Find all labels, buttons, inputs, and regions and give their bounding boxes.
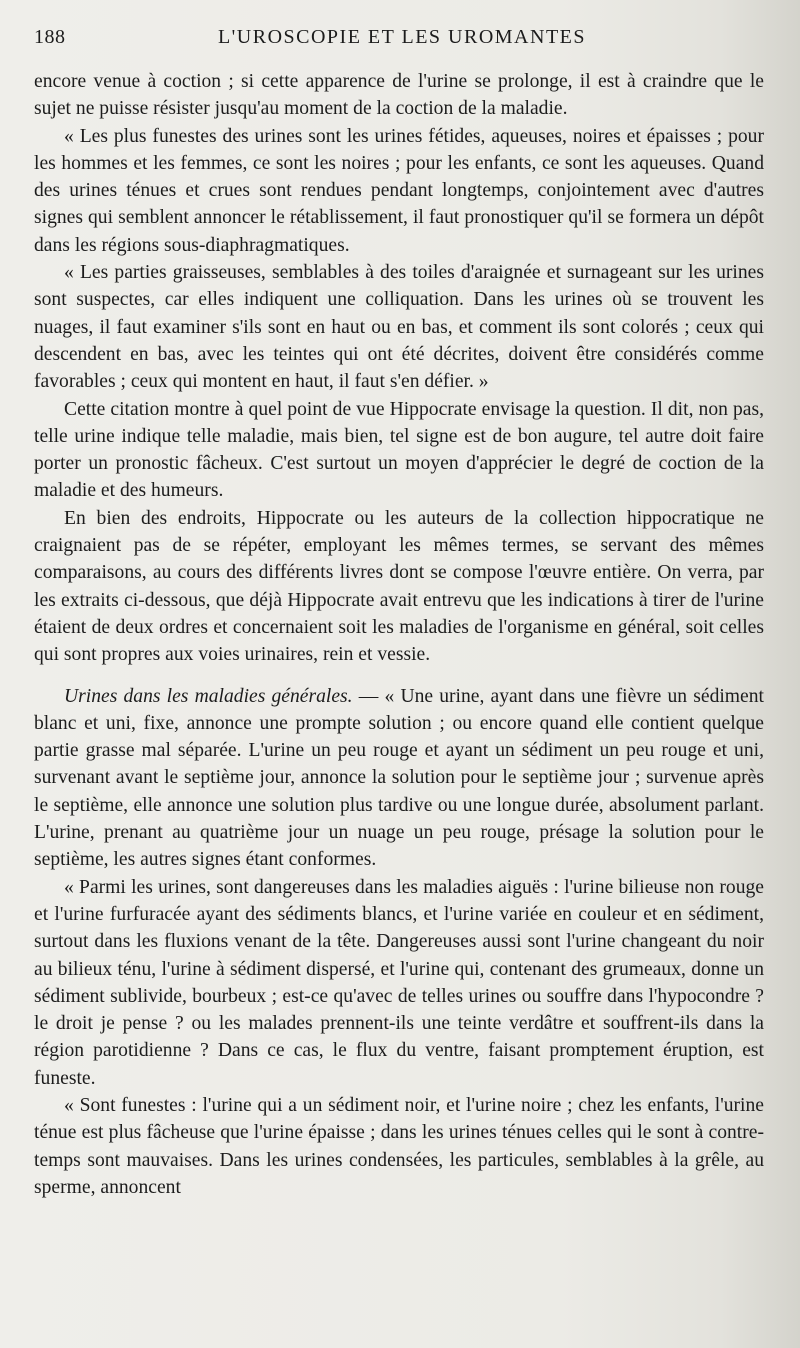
page-header bbox=[34, 26, 770, 54]
section-paragraph-3: « Sont funestes : l'urine qui a un sédiment noir, et l'urine noire ; chez les enfants, l'urine ténue est plus fâcheuse que l'urine épaisse ; dans les urines ténues celles qui le sont à contre-temps sont mauvaises. Dans les urines condensées, les particules, semblables à la grêle, au sperme, annoncent bbox=[34, 1094, 764, 1198]
body-text bbox=[34, 68, 764, 1201]
paragraph-5: En bien des endroits, Hippocrate ou les auteurs de la collection hippocratique ne craignaient pas de se répéter, employant les mêmes termes, se servant des mêmes comparaisons, au cours des différents livres dont se compose l'œuvre entière. On verra, par les extraits ci-dessous, que déjà Hippocrate avait entrevu que les indications à tirer de l'urine étaient de deux ordres et concernaient soit les maladies de l'organisme en général, soit celles qui sont propres aux voies urinaires, rein et vessie. bbox=[34, 507, 764, 666]
running-title: L'UROSCOPIE ET LES UROMANTES bbox=[217, 26, 587, 48]
section-title: Urines dans les maladies générales. bbox=[64, 685, 353, 707]
section-first-text: « Une urine, ayant dans une fièvre un sédiment blanc et uni, fixe, annonce une prompte solution ; ou encore quand elle contient quelque partie grasse mal séparée. L'urine un peu rouge et ayant un sédiment un peu rouge et uni, survenant avant le septième jour, annonce la solution pour le septième jour ; survenue après le septième, elle annonce une solution plus tardive ou une longue durée, absolument parlant. L'urine, prenant au quatrième jour un nuage un peu rouge, présage la solution pour le septième, les autres signes étant conformes. bbox=[34, 685, 764, 871]
section-spacer bbox=[34, 669, 764, 683]
paragraph-4: Cette citation montre à quel point de vue Hippocrate envisage la question. Il dit, non pas, telle urine indique telle maladie, mais bien, tel signe est de bon augure, tel autre doit faire porter un pronostic fâcheux. C'est surtout un moyen d'apprécier le degré de coction de la maladie et des humeurs. bbox=[34, 398, 764, 502]
page-number: 188 bbox=[34, 26, 66, 48]
section-paragraph-2: « Parmi les urines, sont dangereuses dans les maladies aiguës : l'urine bilieuse non rouge et l'urine furfuracée ayant des sédiments blancs, et l'urine variée en couleur et en sédiment, surtout dans les fluxions venant de la tête. Dangereuses aussi sont l'urine changeant du noir au bilieux ténu, l'urine à sédiment dispersé, et l'urine qui, contenant des grumeaux, donne un sédiment sublivide, bourbeux ; est-ce qu'avec de telles urines ou souffre dans l'hypocondre ? le droit je pense ? ou les malades prennent-ils une teinte verdâtre et souffrent-ils dans la région parotidienne ? Dans ce cas, le flux du ventre, faisant promptement éruption, est funeste. bbox=[34, 876, 764, 1089]
paragraph-2: « Les plus funestes des urines sont les urines fétides, aqueuses, noires et épaisses ; pour les hommes et les femmes, ce sont les noires ; pour les enfants, ce sont les aqueuses. Quand des urines ténues et crues sont rendues pendant longtemps, conjointement avec d'autres signes qui semblent annoncer le rétablissement, il faut pronostiquer qu'il se formera un dépôt dans les régions sous-diaphragmatiques. bbox=[34, 125, 764, 256]
section-first-paragraph bbox=[34, 683, 764, 874]
paragraph-3: « Les parties graisseuses, semblables à des toiles d'araignée et surnageant sur les urines sont suspectes, car elles indiquent une colliquation. Dans les urines où se trouvent les nuages, il faut examiner s'ils sont en haut ou en bas, et comment ils sont colorés ; ceux qui descendent en bas, avec les teintes qui ont été décrites, doivent être considérés comme favorables ; ceux qui montent en haut, il faut s'en défier. » bbox=[34, 262, 764, 393]
paragraph-1: encore venue à coction ; si cette apparence de l'urine se prolonge, il est à craindre que le sujet ne puisse résister jusqu'au moment de la coction de la maladie. bbox=[34, 71, 764, 120]
section-dash: — bbox=[352, 685, 385, 707]
